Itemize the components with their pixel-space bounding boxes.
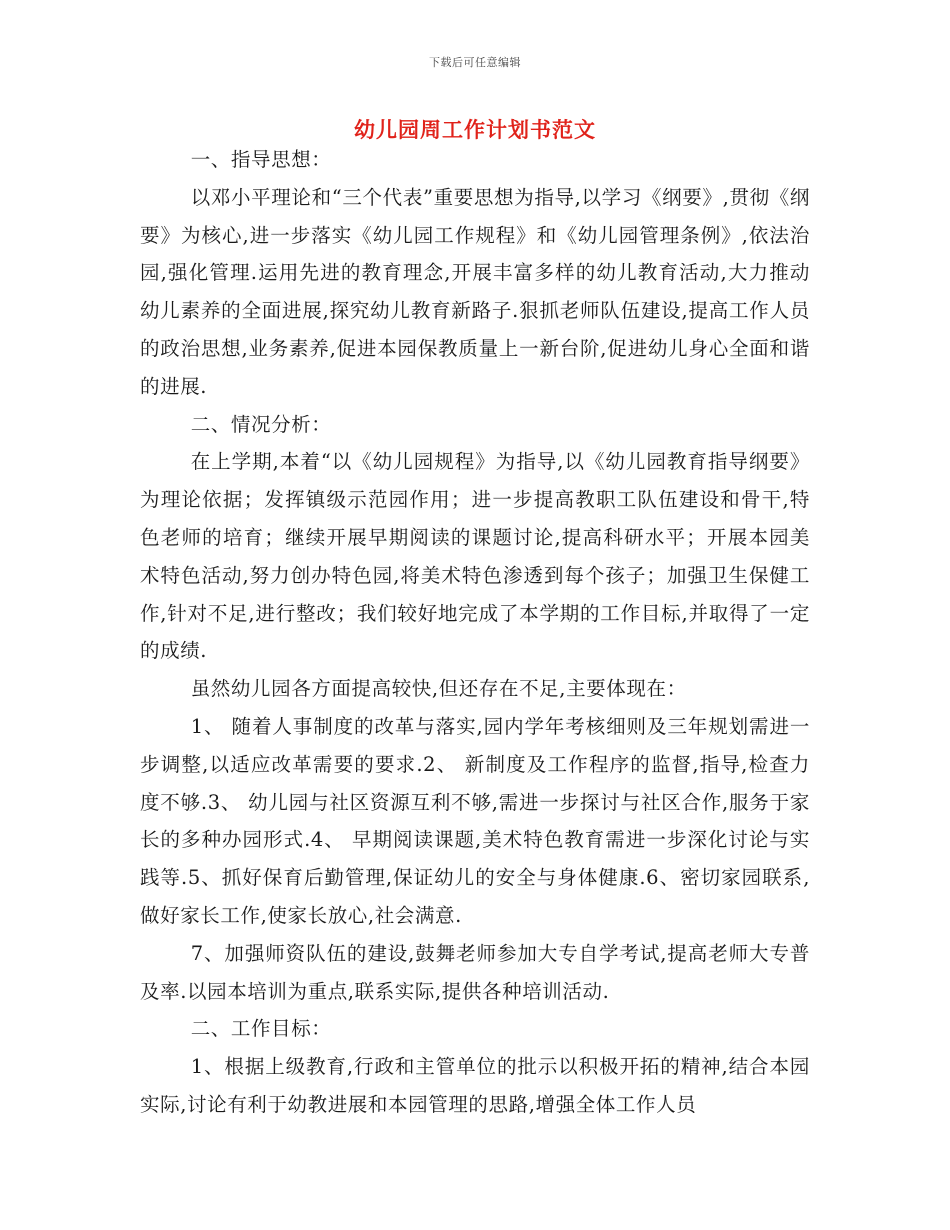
document-title: 幼儿园周工作计划书范文 xyxy=(354,117,596,142)
paragraph-teacher-training: 7、加强师资队伍的建设,鼓舞老师参加大专自学考试,提高老师大专普及率.以园本培训为重点,联系实际,提供各种培训活动. xyxy=(140,941,810,1003)
section-heading-work-goals: 二、工作目标： xyxy=(190,1017,332,1041)
header-note: 下载后可任意编辑 xyxy=(429,56,521,69)
paragraph-guiding-ideology: 以邓小平理论和“三个代表”重要思想为指导,以学习《纲要》,贯彻《纲要》为核心,进一步落实《幼儿园工作规程》和《幼儿园管理条例》,依法治园,强化管理.运用先进的教育理念,开展丰富多样的幼儿教育活动,大力推动幼儿素养的全面进展,探究幼儿教育新路子.狠抓老师队伍建设,提高工作人员的政治思想,业务素养,促进本园保教质量上一新台阶,促进幼儿身心全面和谐的进展. xyxy=(140,185,810,398)
document-body xyxy=(140,141,810,1124)
paragraph-work-goal-1: 1、根据上级教育,行政和主管单位的批示以积极开拓的精神,结合本园实际,讨论有利于幼教进展和本园管理的思路,增强全体工作人员 xyxy=(140,1055,810,1116)
paragraph-shortcomings-intro: 虽然幼儿园各方面提高较快,但还存在不足,主要体现在： xyxy=(190,677,687,701)
paragraph-shortcomings-list: 1、 随着人事制度的改革与落实,园内学年考核细则及三年规划需进一步调整,以适应改革需要的要求.2、 新制度及工作程序的监督,指导,检查力度不够.3、 幼儿园与社区资源互利不够,需进一步探讨与社区合作,服务于家长的多种办园形式.4、 早期阅读课题,美术特色教育需进一步深化讨论与实践等.5、抓好保育后勤管理,保证幼儿的安全与身体健康.6、密切家园联系,做好家长工作,使家长放心,社会满意. xyxy=(140,714,810,927)
paragraph-last-semester: 在上学期,本着“以《幼儿园规程》为指导,以《幼儿园教育指导纲要》为理论依据；发挥镇级示范园作用；进一步提高教职工队伍建设和骨干,特色老师的培育；继续开展早期阅读的课题讨论,提高科研水平；开展本园美术特色活动,努力创办特色园,将美术特色渗透到每个孩子；加强卫生保健工作,针对不足,进行整改；我们较好地完成了本学期的工作目标,并取得了一定的成绩. xyxy=(140,450,810,663)
section-heading-guiding-ideology: 一、指导思想： xyxy=(190,148,332,171)
section-heading-situation-analysis: 二、情况分析： xyxy=(190,412,332,436)
